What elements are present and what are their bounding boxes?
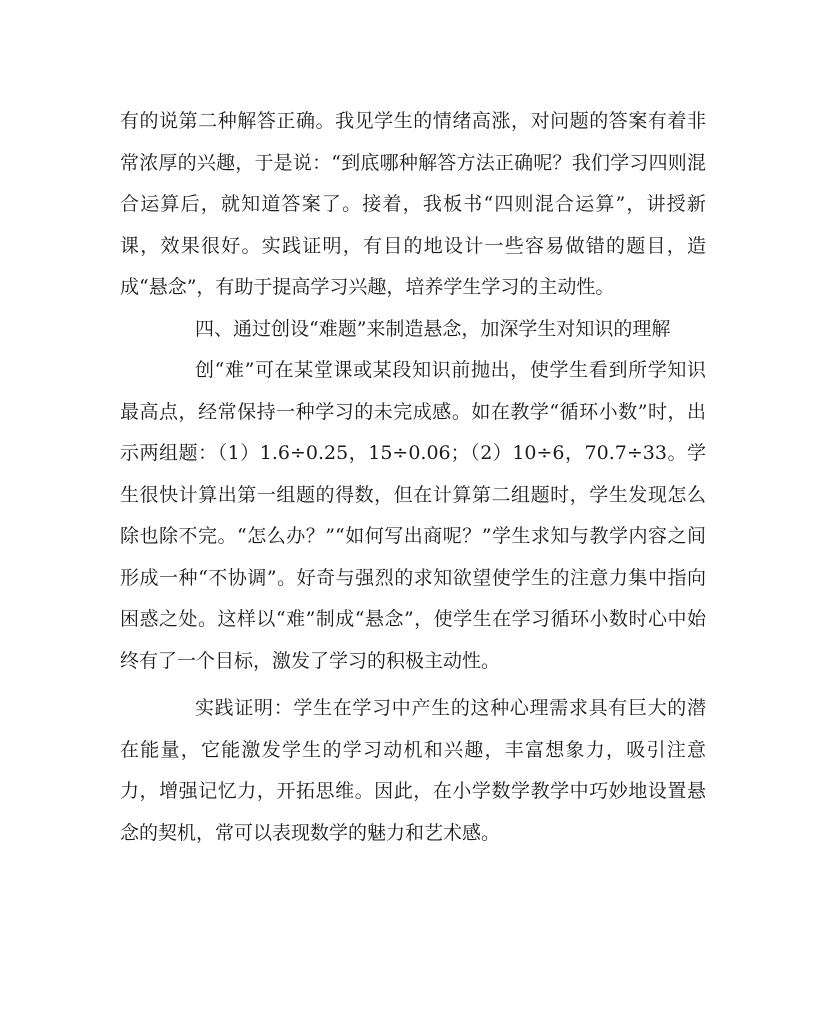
paragraph-difficulty: 创“难”可在某堂课或某段知识前抛出，使学生看到所学知识最高点，经常保持一种学习的未完成感。如在教学“循环小数”时，出示两组题：（1）1.6÷0.25，15÷0.06；（2）10÷6，70.7÷33。学生很快计算出第一组题的得数，但在计算第二组题时，学生发现怎么除也除不完。“怎么办？”“如何写出商呢？”学生求知与教学内容之间形成一种“不协调”。好奇与强烈的求知欲望使学生的注意力集中指向困惑之处。这样以“难”制成“悬念”，使学生在学习循环小数时心中始终有了一个目标，激发了学习的积极主动性。 bbox=[120, 359, 706, 672]
section-heading: 四、通过创设“难题”来制造悬念，加深学生对知识的理解 bbox=[195, 317, 671, 340]
document-body bbox=[120, 101, 706, 854]
paragraph-conclusion: 实践证明：学生在学习中产生的这种心理需求具有巨大的潜在能量，它能激发学生的学习动机和兴趣，丰富想象力，吸引注意力，增强记忆力，开拓思维。因此，在小学数学教学中巧妙地设置悬念的契机，常可以表现数学的魅力和艺术感。 bbox=[120, 697, 706, 844]
paragraph-continuation: 有的说第二种解答正确。我见学生的情绪高涨，对问题的答案有着非常浓厚的兴趣，于是说：“到底哪种解答方法正确呢？我们学习四则混合运算后，就知道答案了。接着，我板书“四则混合运算”，讲授新课，效果很好。实践证明，有目的地设计一些容易做错的题目，造成“悬念”，有助于提高学习兴趣，培养学生学习的主动性。 bbox=[120, 110, 706, 298]
